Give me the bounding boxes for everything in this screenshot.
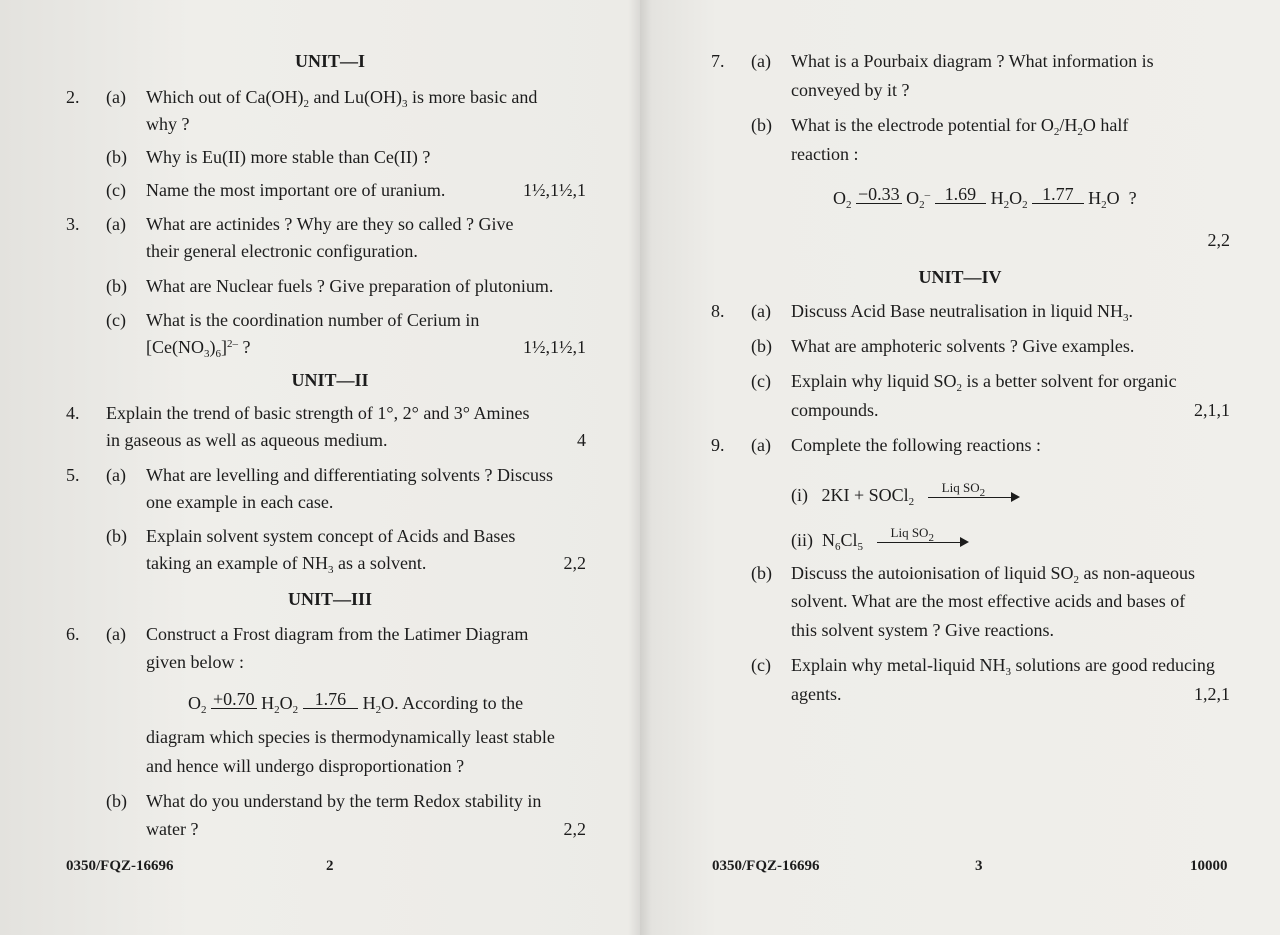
q3c-line1: What is the coordination number of Cerium in	[146, 310, 480, 330]
q3a-line1: What are actinides ? Why are they so called ? Give	[146, 214, 514, 234]
q3c-line2: $[Ce(NO_3)_6]^{2-}$ ?	[146, 337, 251, 360]
q9b-line1: Discuss the autoionisation of liquid $SO_2$ as non-aqueous	[791, 563, 1195, 586]
q4-line1: Explain the trend of basic strength of 1°, 2° and 3° Amines	[106, 403, 530, 423]
o2-latimer-diagram: $O_2 -0.33$ $O_2^-$ 1.69 $H_2O_2$ 1.77 $H_2O$ ?	[833, 184, 1137, 211]
reaction-1: (i) 2KI + SOCl$_2$ Liq $SO_2$	[791, 481, 1020, 506]
q9-number: 9.	[711, 435, 725, 455]
latimer-potential-2: 1.76	[303, 691, 359, 709]
q5a-label: (a)	[106, 465, 126, 485]
q7a-line1: What is a Pourbaix diagram ? What information is	[791, 51, 1154, 71]
q8b-text: What are amphoteric solvents ? Give examples.	[791, 336, 1135, 356]
q9b-line3: this solvent system ? Give reactions.	[791, 620, 1054, 640]
q2c-label: (c)	[106, 180, 126, 200]
q6b-line2: water ?	[146, 819, 199, 839]
q9-marks: 1,2,1	[1194, 684, 1230, 704]
q6a-line1: Construct a Frost diagram from the Latimer Diagram	[146, 624, 529, 644]
o2-potential-2: 1.69	[935, 186, 987, 204]
q3-marks: 1½,1½,1	[523, 337, 586, 357]
q8-number: 8.	[711, 301, 725, 321]
q3b-text: What are Nuclear fuels ? Give preparation of plutonium.	[146, 276, 554, 296]
q8a-text: Discuss Acid Base neutralisation in liquid $NH_3$.	[791, 301, 1133, 324]
o2-potential-1: −0.33	[858, 184, 900, 204]
latimer-potential-1: +0.70	[213, 689, 255, 709]
q9c-line2: agents.	[791, 684, 842, 704]
q5-marks: 2,2	[563, 553, 586, 573]
q2a-line2: why ?	[146, 114, 190, 134]
print-count: 10000	[1190, 858, 1228, 874]
q5a-line1: What are levelling and differentiating solvents ? Discuss	[146, 465, 554, 485]
q9c-line1: Explain why metal-liquid $NH_3$ solutions are good reducing	[791, 655, 1215, 678]
right-page	[640, 0, 1280, 935]
book-gutter	[628, 0, 652, 935]
q7a-line2: conveyed by it ?	[791, 80, 910, 100]
q4-line2: in gaseous as well as aqueous medium.	[106, 430, 388, 450]
latimer-diagram: $O_2 +0.70$ $H_2O_2$ 1.76 $H_2O$. According to the	[188, 689, 524, 716]
q6-number: 6.	[66, 624, 80, 644]
q8-marks: 2,1,1	[1194, 400, 1230, 420]
q7b-line2: reaction :	[791, 144, 859, 164]
page-number-left: 2	[326, 858, 334, 874]
q4-number: 4.	[66, 403, 80, 423]
q7b-label: (b)	[751, 115, 772, 135]
q5a-line2: one example in each case.	[146, 492, 334, 512]
q6b-label: (b)	[106, 791, 127, 811]
q2-marks: 1½,1½,1	[523, 180, 586, 200]
reaction-2: (ii) $N_6Cl_5$ Liq $SO_2$	[791, 526, 969, 551]
unit-1-heading: UNIT—I	[294, 51, 365, 71]
q8c-line2: compounds.	[791, 400, 879, 420]
reaction-1-arrow: Liq $SO_2$	[928, 481, 1020, 503]
unit-2-heading: UNIT—II	[291, 370, 369, 390]
q6a-line5: and hence will undergo disproportionation ?	[146, 756, 465, 776]
reaction-2-arrow: Liq $SO_2$	[877, 526, 969, 548]
q3a-label: (a)	[106, 214, 126, 234]
unit-4-heading: UNIT—IV	[918, 267, 1002, 287]
q2c-text: Name the most important ore of uranium.	[146, 180, 446, 200]
q6a-line4: diagram which species is thermodynamically least stable	[146, 727, 555, 747]
q3a-line2: their general electronic configuration.	[146, 241, 418, 261]
q7-marks: 2,2	[1207, 230, 1230, 250]
q8c-label: (c)	[751, 371, 771, 391]
q3c-label: (c)	[106, 310, 126, 330]
q2-number: 2.	[66, 87, 80, 107]
q3b-label: (b)	[106, 276, 127, 296]
o2-potential-3: 1.77	[1032, 186, 1084, 204]
q5b-label: (b)	[106, 526, 127, 546]
q6-marks: 2,2	[563, 819, 586, 839]
q9b-line2: solvent. What are the most effective acids and bases of	[791, 591, 1186, 611]
unit-3-heading: UNIT—III	[287, 589, 373, 609]
q6a-line2: given below :	[146, 652, 244, 672]
q7a-label: (a)	[751, 51, 771, 71]
q8c-line1: Explain why liquid $SO_2$ is a better solvent for organic	[791, 371, 1177, 394]
q5-number: 5.	[66, 465, 80, 485]
q7-number: 7.	[711, 51, 725, 71]
footer-code-right: 0350/FQZ-16696	[712, 858, 820, 874]
q6a-label: (a)	[106, 624, 126, 644]
q5b-line1: Explain solvent system concept of Acids and Bases	[146, 526, 516, 546]
footer-code-left: 0350/FQZ-16696	[66, 858, 174, 874]
q2a-label: (a)	[106, 87, 126, 107]
q8a-label: (a)	[751, 301, 771, 321]
q9b-label: (b)	[751, 563, 772, 583]
q8b-label: (b)	[751, 336, 772, 356]
q3-number: 3.	[66, 214, 80, 234]
q7b-line1: What is the electrode potential for $O_2/H_2O$ half	[791, 115, 1129, 138]
q2a-line1: Which out of $Ca(OH)_2$ and $Lu(OH)_3$ is more basic and	[146, 87, 538, 110]
q9c-label: (c)	[751, 655, 771, 675]
q2b-label: (b)	[106, 147, 127, 167]
q2b-text: Why is Eu(II) more stable than Ce(II) ?	[146, 147, 431, 167]
q6b-line1: What do you understand by the term Redox stability in	[146, 791, 542, 811]
q9a-text: Complete the following reactions :	[791, 435, 1041, 455]
q9a-label: (a)	[751, 435, 771, 455]
q5b-line2: taking an example of $NH_3$ as a solvent.	[146, 553, 427, 576]
page-number-right: 3	[975, 858, 983, 874]
q4-marks: 4	[577, 430, 586, 450]
